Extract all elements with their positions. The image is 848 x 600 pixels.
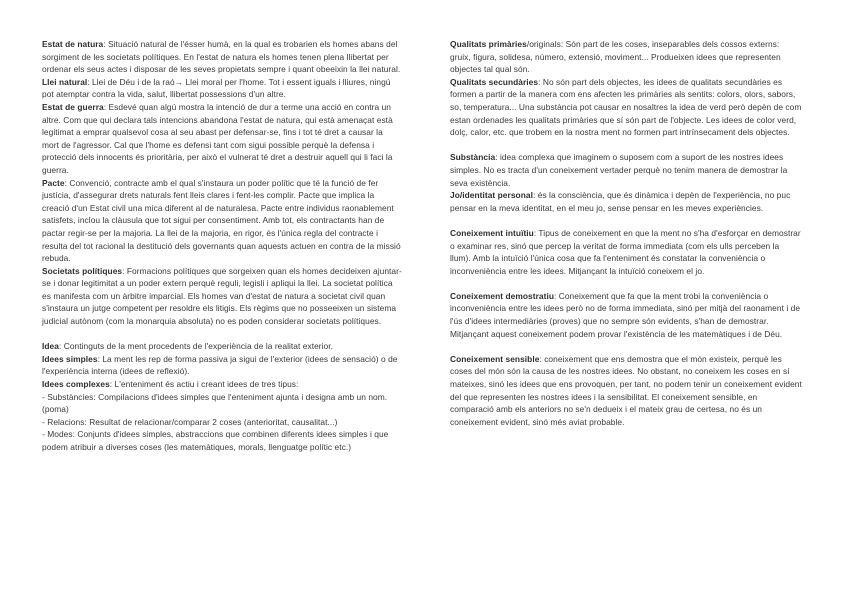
entry-pact bbox=[42, 177, 402, 265]
entry-substance bbox=[450, 151, 802, 189]
term-substance: Substància bbox=[450, 152, 496, 163]
definition-intuitive-knowledge: : Tipus de coneixement en que la ment no s'ha d'esforçar en demostrar o examinar res, sinó que percep la veritat de forma immediata (com els ulls perceben la llum). Amb la intuïció l'única cosa que fa l'enteniment és constatar la conveniència o inconveniència entre les idees. Mitjançant la intuïció coneixem el jo. bbox=[450, 227, 801, 276]
section-gap bbox=[450, 139, 802, 152]
definition-political-societies: : Formacions polítiques que sorgeixen quan els homes decideixen ajuntar-se i donar legitimitat a un poder extern perquè reguli, legisli i apliqui la llei. La societat política es manifesta com un àrbitre imparcial. Els homes van d'estat de natura a societat civil quan s'instaura un jutge competent per resoldre els litigis. Els règims que no posseeixen un sistema judicial autònom (com la monarquia absoluta) no es poden considerar societats polítiques. bbox=[42, 265, 402, 327]
term-secondary-qualities: Qualitats secundàries bbox=[450, 76, 539, 87]
term-war-state: Estat de guerra bbox=[42, 101, 104, 112]
definition-complex-ideas: : L'enteniment és actiu i creant idees de tres tipus: bbox=[109, 379, 299, 390]
term-pact: Pacte bbox=[42, 177, 65, 188]
term-simple-ideas: Idees simples bbox=[42, 353, 98, 364]
section-gap bbox=[42, 328, 402, 341]
definition-idea: : Continguts de la ment procedents de l'experiència de la realitat exterior. bbox=[58, 341, 333, 352]
entry-sensitive-knowledge bbox=[450, 353, 802, 429]
entry-demonstrative-knowledge bbox=[450, 290, 802, 340]
entry-intuitive-knowledge bbox=[450, 227, 802, 277]
definition-war-state: : Esdevé quan algú mostra la intenció de dur a terme una acció en contra un altre. Com que qui declara tals intencions abandona l'estat de natura, qui està amenaçat està legitimat a emprar qualsevol cosa al seu abast per defensar-se, fins i tot té dret a causar la mort de l'agressor. Cal que l'home es defensi tant com sigui possible perquè la defensa i protecció dels innocents és prioritària, per això el vulnerat té dret a destruir aquell qui li faci la guerra. bbox=[42, 101, 393, 175]
definition-demonstrative-knowledge: : Coneixement que fa que la ment trobi la conveniència o inconveniència entre les idees però no de forma immediata, sinó per mitjà del raonament i de l'ús d'idees intermediàries (proves) que no sempre són evidents, s'han de demostrar. Mitjançant aquest coneixement podem provar l'existència de les matemàtiques i de Déu. bbox=[450, 290, 801, 339]
entry-war-state bbox=[42, 101, 402, 177]
left-column bbox=[42, 38, 402, 454]
term-idea: Idea bbox=[42, 341, 59, 352]
entry-personal-identity bbox=[450, 189, 802, 214]
definition-simple-ideas: : La ment les rep de forma passiva ja sigui de l'exterior (idees de sensació) o de l'experiència interna (idees de reflexió). bbox=[42, 353, 398, 377]
list-item-substances: - Substàncies: Compilacions d'idees simples que l'enteniment ajunta i designa amb un nom. (poma) bbox=[42, 391, 388, 415]
definition-sensitive-knowledge: : coneixement que ens demostra que el món existeix, perquè les coses del món són la causa de les nostres idees. No obstant, no coneixem les coses en sí mateixes, sinó les idees que ens provoquen, per tant, no podem tenir un coneixement evident del que representen les nostres idees i la sensibilitat. El coneixement sensible, en comparació amb els anteriors no se'n dedueix i el mateix grau de certesa, no és un coneixement evident, sinó més aviat probable. bbox=[450, 353, 802, 427]
section-gap bbox=[450, 277, 802, 290]
term-natural-law: Llei natural bbox=[42, 76, 88, 87]
term-personal-identity: Jo/identitat personal bbox=[450, 190, 533, 201]
list-item-modes: - Modes: Conjunts d'idees simples, abstraccions que combinen diferents idees simples i que podem atribuir a diverses coses (les matemàtiques, morals, llenguatge polític etc.) bbox=[42, 429, 389, 452]
entry-primary-qualities bbox=[450, 38, 802, 76]
term-complex-ideas: Idees complexes bbox=[42, 379, 110, 390]
term-sensitive-knowledge: Coneixement sensible bbox=[450, 353, 540, 364]
definition-substance: : idea complexa que imaginem o suposem com a suport de les nostres idees simples. No es tracta d'un coneixement vertader perquè no tenim manera de demostrar la seva existència. bbox=[450, 152, 788, 188]
term-intuitive-knowledge: Coneixement intuïtiu bbox=[450, 227, 534, 238]
entry-simple-ideas bbox=[42, 353, 402, 378]
entry-political-societies bbox=[42, 265, 402, 328]
definition-personal-identity: : és la consciència, que és dinàmica i depèn de l'experiència, no puc pensar en la meva identitat, en el meu jo, sense pensar en les meves experiències. bbox=[450, 190, 791, 213]
term-primary-qualities: Qualitats primàries bbox=[450, 39, 527, 49]
definition-natural-law: : Llei de Déu i de la raó→ Llei moral per l'home. Tot i essent iguals i lliures, ningú pot atemptar contra la vida, salut, llibertat possessions d'un altre. bbox=[42, 76, 391, 100]
term-political-societies: Societats polítiques bbox=[42, 265, 123, 276]
term-natural-state: Estat de natura bbox=[42, 39, 104, 49]
definition-secondary-qualities: : No són part dels objectes, les idees de qualitats secundàries es formen a partir de la manera com ens afecten les primàries als sentits: colors, olors, sabors, so, temperatura... Una substància pot causar en nosaltres la idea de verd però depèn de com estan ordenades les qualitats primàries que sí són part de l'objecte. Les idees de color verd, dolç, calor, etc. que trobem en la nostra ment no formen part intrínsecament dels objectes. bbox=[450, 76, 802, 138]
definition-pact: : Convenció, contracte amb el qual s'instaura un poder polític que té la funció de fer justícia, d'assegurar drets naturals fent lleis clares i fent-les complir. Pacte que implica la creació d'un Estat civil una mica diferent al de naturalesa. Pacte entre individus raonablement satisfets, inclou la clàusula que tot sigui per consentiment. Amb tot, els contractants han de pactar regir-se per la majoria. La llei de la majoria, en rigor, és l'única regla del contracte i resulta del tot racional la destitució dels governants quan aquests actuen en contra de la missió rebuda. bbox=[42, 177, 401, 264]
definition-primary-qualities: /originals: Són part de les coses, inseparables dels cossos externs: gruix, figura, solidesa, número, extensió, moviment... Produeixen idees que representen objectes tal qual són. bbox=[450, 39, 781, 75]
definition-natural-state: : Situació natural de l'ésser humà, en la qual es trobarien els homes abans del sorgiment de les societats polítiques. En l'estat de natura els homes tenen plena llibertat per ordenar els seus actes i disposar de les seves propietats sempre i quant obeeixin la llei natural. bbox=[42, 39, 401, 75]
section-gap bbox=[450, 214, 802, 227]
right-column bbox=[450, 38, 802, 428]
term-demonstrative-knowledge: Coneixement demostratiu bbox=[450, 290, 554, 301]
entry-secondary-qualities bbox=[450, 76, 802, 139]
entry-complex-ideas bbox=[42, 378, 402, 391]
list-item-relations: - Relacions: Resultat de relacionar/comparar 2 coses (anterioritat, causalitat...) bbox=[42, 416, 338, 427]
entry-natural-law bbox=[42, 76, 402, 101]
section-gap bbox=[450, 340, 802, 353]
entry-natural-state bbox=[42, 38, 402, 76]
entry-idea bbox=[42, 340, 402, 353]
